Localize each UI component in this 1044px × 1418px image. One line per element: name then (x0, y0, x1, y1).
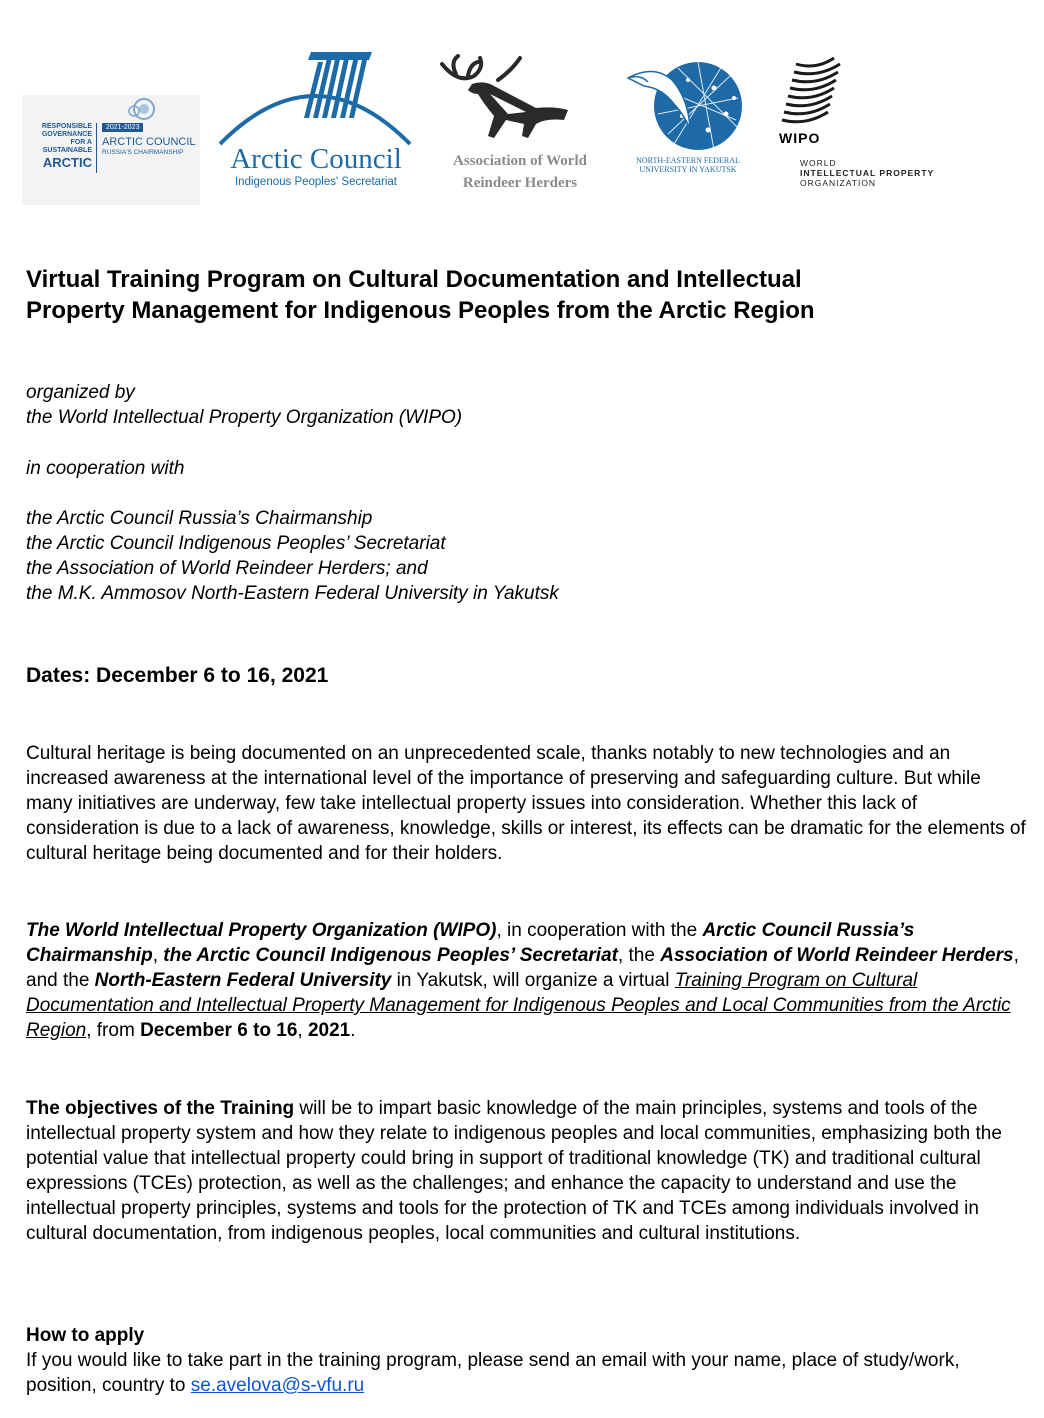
wipo-acronym: WIPO (779, 130, 821, 146)
objectives-body: will be to impart basic knowledge of the main principles, systems and tools of the intellectual property system and how they relate to indigenous peoples and local communities, emphasizing both the potential value that intellectual property could bring in support of traditional knowledge (TK) and traditional cultural expressions (TCEs) protection, as well as the challenges; and enhance the capacity to understand and use the intellectual property principles, systems and tools for the protection of TK and TCEs among individuals involved in cultural documentation, from indigenous peoples, local communities and cultural institutions. (26, 1098, 1002, 1244)
text-fragment: in Yakutsk, will organize a virtual (391, 970, 675, 991)
rga-year-badge: 2021-2023 (102, 123, 143, 132)
title-line-2: Property Management for Indigenous Peoples from the Arctic Region (26, 297, 815, 324)
rga-line-3: FOR A SUSTAINABLE (42, 139, 92, 154)
text-fragment: , from (86, 1020, 141, 1041)
how-to-apply-section (26, 1323, 1026, 1398)
rga-chairmanship: RUSSIA'S CHAIRMANSHIP (102, 149, 184, 156)
date-range-emphasis: December 6 to 16 (140, 1020, 298, 1041)
cooperation-block (26, 456, 1016, 481)
wipo-full-line-1: WORLD (800, 158, 837, 168)
wipo-full-name (800, 158, 934, 188)
reindeer-herders-logo (428, 54, 612, 204)
rga-divider (96, 123, 97, 173)
text-fragment: . (350, 1020, 356, 1041)
rga-line-2: GOVERNANCE (41, 131, 92, 138)
arctic-council-subtitle: Indigenous Peoples' Secretariat (234, 176, 398, 188)
contact-email-link[interactable]: se.avelova@s-vfu.ru (190, 1375, 365, 1396)
objectives-lead: The objectives of the Training (26, 1098, 295, 1119)
text-fragment: , the (617, 945, 661, 966)
text-fragment: , (152, 945, 164, 966)
how-to-apply-heading: How to apply (26, 1325, 145, 1346)
organized-by-label: organized by (26, 382, 135, 403)
chairmanship-emphasis: Arctic Council Russia’s Chairmanship (26, 920, 915, 966)
text-fragment: , in cooperation with the (496, 920, 703, 941)
partner-item: the M.K. Ammosov North-Eastern Federal University in Yakutsk (26, 583, 559, 604)
awrh-line-2: Reindeer Herders (462, 175, 578, 191)
text-fragment: , and the (26, 945, 1019, 991)
wipo-full-line-2: INTELLECTUAL PROPERTY (800, 168, 935, 178)
intro-paragraph: Cultural heritage is being documented on an unprecedented scale, thanks notably to new technologies and an increased awareness at the international level of the importance of preserving and safeguarding culture. But while many initiatives are underway, few take intellectual property issues into consideration. Whether this lack of consideration is due to a lack of awareness, knowledge, skills or interest, its effects can be dramatic for the elements of cultural heritage being documented and for their holders. (26, 743, 1026, 864)
wipo-full-line-3: ORGANIZATION (800, 178, 877, 188)
wipo-emphasis: The World Intellectual Property Organization (WIPO) (26, 920, 497, 941)
arctic-council-ips-logo (212, 40, 418, 200)
nefu-globe-icon (618, 58, 758, 154)
cooperation-label: in cooperation with (26, 458, 185, 479)
arctic-council-name: Arctic Council (230, 143, 402, 175)
russia-chairmanship-logo (22, 95, 200, 205)
training-program-link[interactable]: Training Program on Cultural Documentation and Intellectual Property Management for Indigenous Peoples and Local Communities from the Arctic Region (26, 970, 1011, 1041)
logo-strip (0, 40, 1044, 210)
rga-line-4: ARCTIC (42, 155, 92, 170)
partner-item: the Association of World Reindeer Herders; and (26, 558, 428, 579)
announcement-paragraph (26, 918, 1026, 1043)
reindeer-herders-name (428, 150, 612, 194)
nefu-name (618, 156, 758, 174)
text-fragment: , (297, 1020, 308, 1041)
partners-list (26, 506, 1016, 606)
wipo-logo (776, 54, 966, 204)
rga-council: ARCTIC COUNCIL (102, 136, 196, 148)
awrh-emphasis: Association of World Reindeer Herders (660, 945, 1014, 966)
ips-emphasis: the Arctic Council Indigenous Peoples’ Secretariat (163, 945, 618, 966)
apply-instructions: If you would like to take part in the training program, please send an email with your name, place of study/work, position, country to (26, 1350, 960, 1396)
organized-by-block (26, 380, 1016, 430)
rga-line-1: RESPONSIBLE (41, 123, 92, 130)
title-line-1: Virtual Training Program on Cultural Documentation and Intellectual (26, 266, 802, 293)
reindeer-icon (428, 54, 612, 146)
arctic-council-arc-icon (212, 40, 418, 150)
rga-right (102, 103, 198, 157)
year-emphasis: 2021 (307, 1020, 351, 1041)
awrh-line-1: Association of World (453, 153, 587, 169)
partner-item: the Arctic Council Indigenous Peoples’ Secretariat (26, 533, 446, 554)
nefu-line-2: UNIVERSITY IN YAKUTSK (639, 165, 737, 174)
nefu-logo (618, 58, 758, 208)
nefu-emphasis: North-Eastern Federal University (94, 970, 392, 991)
organizer-name: the World Intellectual Property Organization (WIPO) (26, 407, 463, 428)
rga-text (30, 123, 92, 170)
wipo-emblem-icon (776, 54, 846, 128)
partner-item: the Arctic Council Russia’s Chairmanship (26, 508, 373, 529)
page-title (26, 264, 1016, 326)
nefu-line-1: NORTH-EASTERN FEDERAL (636, 156, 740, 165)
event-dates: Dates: December 6 to 16, 2021 (26, 664, 329, 687)
objectives-paragraph (26, 1096, 1026, 1246)
